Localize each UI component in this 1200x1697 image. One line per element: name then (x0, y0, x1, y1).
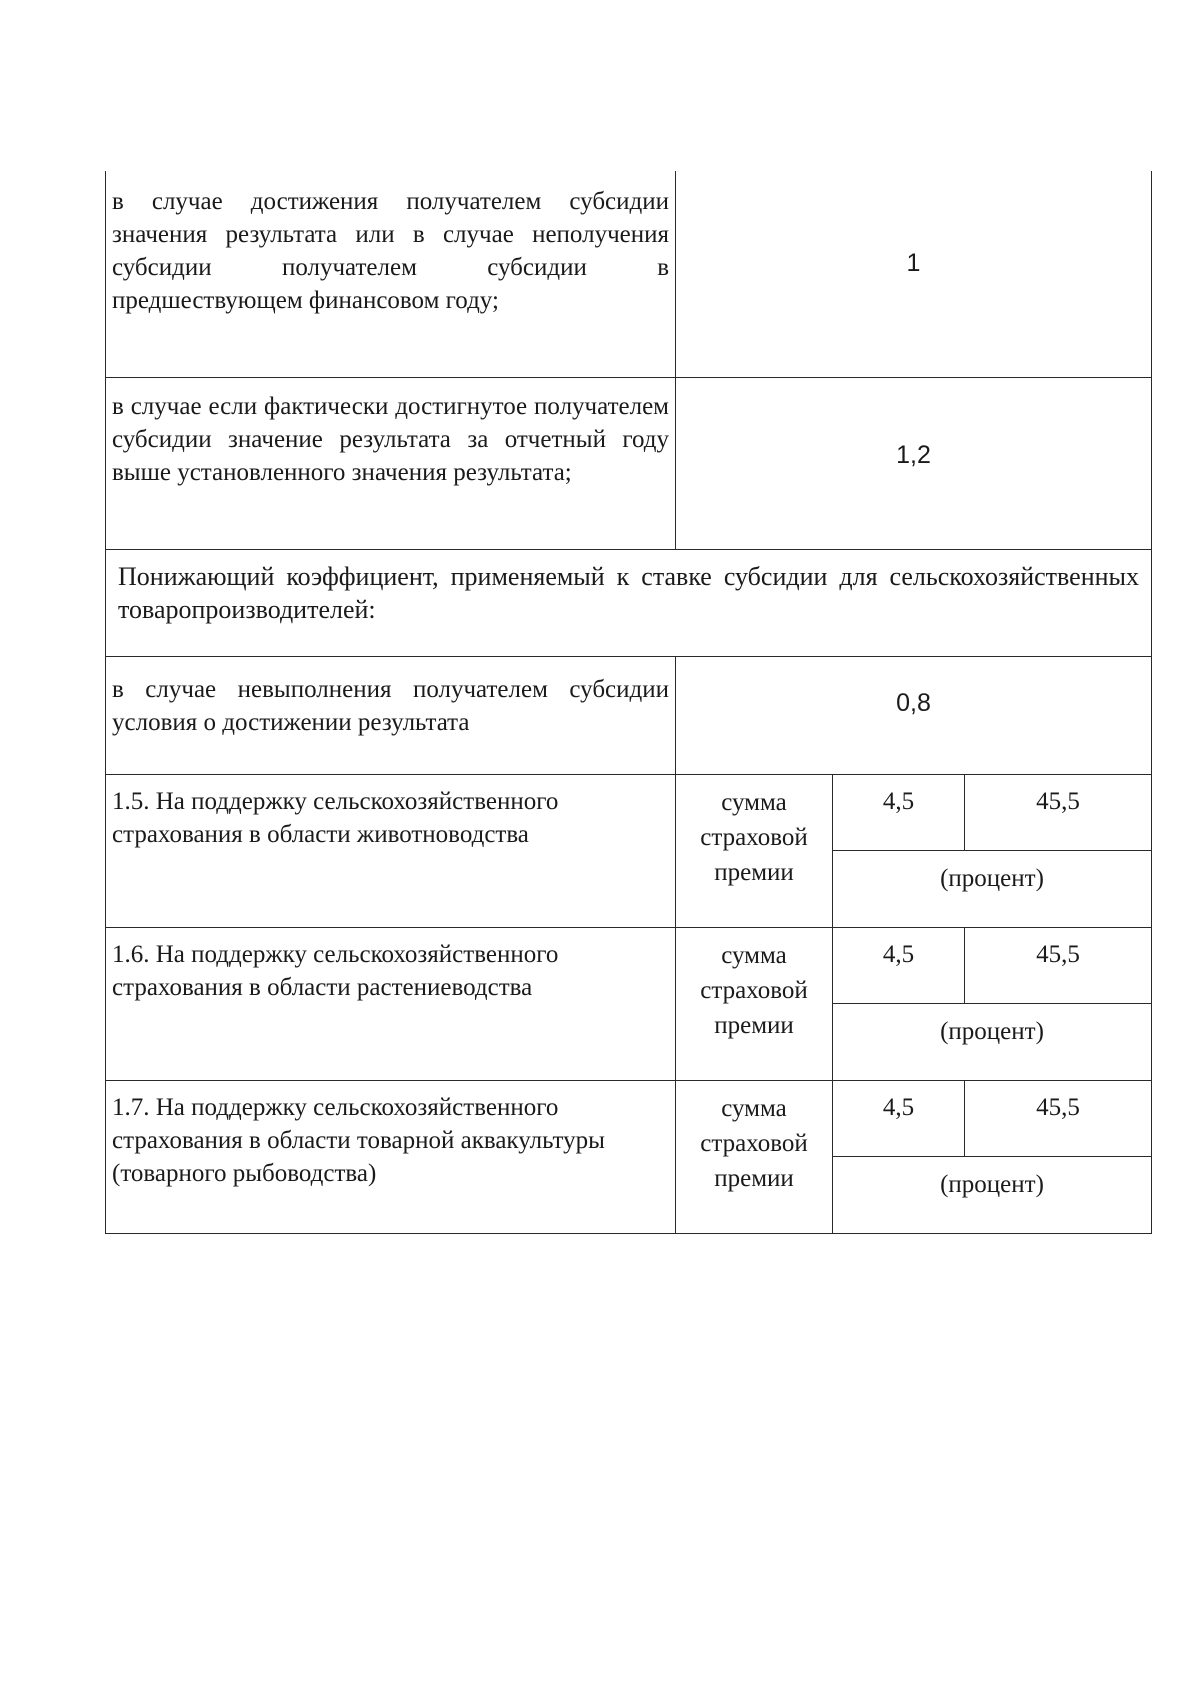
rate-value-b: 45,5 (1036, 940, 1080, 968)
insurance-basis-cell (676, 1080, 833, 1233)
unit-cell (833, 1156, 1152, 1233)
insurance-label-cell (106, 927, 676, 1080)
rate-value-a: 4,5 (882, 787, 915, 815)
row-label-exceeded: в случае если фактически достигнутое получателем субсидии значение результата за отчетный году выше установленного значения результата; (112, 392, 669, 486)
insurance-basis: сумма страховой премии (700, 941, 808, 1039)
coefficient-achieved: 1 (906, 249, 921, 278)
rate-a-cell (833, 927, 965, 1003)
insurance-label: 1.5. На поддержку сельскохозяйственного страхования в области животноводства (112, 787, 559, 848)
rate-value-b: 45,5 (1036, 1093, 1080, 1121)
rate-value-b: 45,5 (1036, 787, 1080, 815)
rate-b-cell (965, 774, 1152, 850)
unit-cell (833, 1003, 1152, 1080)
coefficient-cell (676, 171, 1152, 377)
table-row-insurance (106, 1080, 1152, 1156)
section-header-cell (106, 549, 1152, 656)
rate-a-cell (833, 1080, 965, 1156)
rate-a-cell (833, 774, 965, 850)
reducing-coefficient-heading: Понижающий коэффициент, применяемый к ставке субсидии для сельскохозяйственных товаропроизводителей: (118, 561, 1139, 624)
rate-b-cell (965, 927, 1152, 1003)
rate-b-cell (965, 1080, 1152, 1156)
table-row-insurance (106, 927, 1152, 1003)
unit-cell (833, 850, 1152, 927)
insurance-label: 1.6. На поддержку сельскохозяйственного страхования в области растениеводства (112, 940, 559, 1001)
coefficient-cell (676, 656, 1152, 774)
rate-value-a: 4,5 (882, 1093, 915, 1121)
coefficient-not-met: 0,8 (896, 688, 931, 717)
insurance-basis-cell (676, 927, 833, 1080)
insurance-basis-cell (676, 774, 833, 927)
insurance-label: 1.7. На поддержку сельскохозяйственного страхования в области товарной аквакультуры (товарного рыбоводства) (112, 1093, 605, 1187)
row-label-cell (106, 656, 676, 774)
insurance-label-cell (106, 1080, 676, 1233)
table-row-reducing-header (106, 549, 1152, 656)
rate-unit: (процент) (940, 1170, 1044, 1198)
table-row-achieved (106, 171, 1152, 377)
table-row-not-met (106, 656, 1152, 774)
insurance-label-cell (106, 774, 676, 927)
insurance-basis: сумма страховой премии (700, 1094, 808, 1192)
row-label-cell (106, 171, 676, 377)
rate-value-a: 4,5 (882, 940, 915, 968)
rate-unit: (процент) (940, 864, 1044, 892)
table-row-exceeded (106, 377, 1152, 549)
subsidy-rates-table (105, 171, 1152, 1234)
row-label-achieved: в случае достижения получателем субсидии значения результата или в случае неполучения субсидии получателем субсидии в предшествующем финансовом году; (112, 188, 669, 314)
insurance-basis: сумма страховой премии (700, 788, 808, 886)
rate-unit: (процент) (940, 1017, 1044, 1045)
coefficient-exceeded: 1,2 (896, 440, 931, 469)
coefficient-cell (676, 377, 1152, 549)
row-label-not-met: в случае невыполнения получателем субсидии условия о достижении результата (112, 675, 669, 736)
row-label-cell (106, 377, 676, 549)
table-row-insurance (106, 774, 1152, 850)
